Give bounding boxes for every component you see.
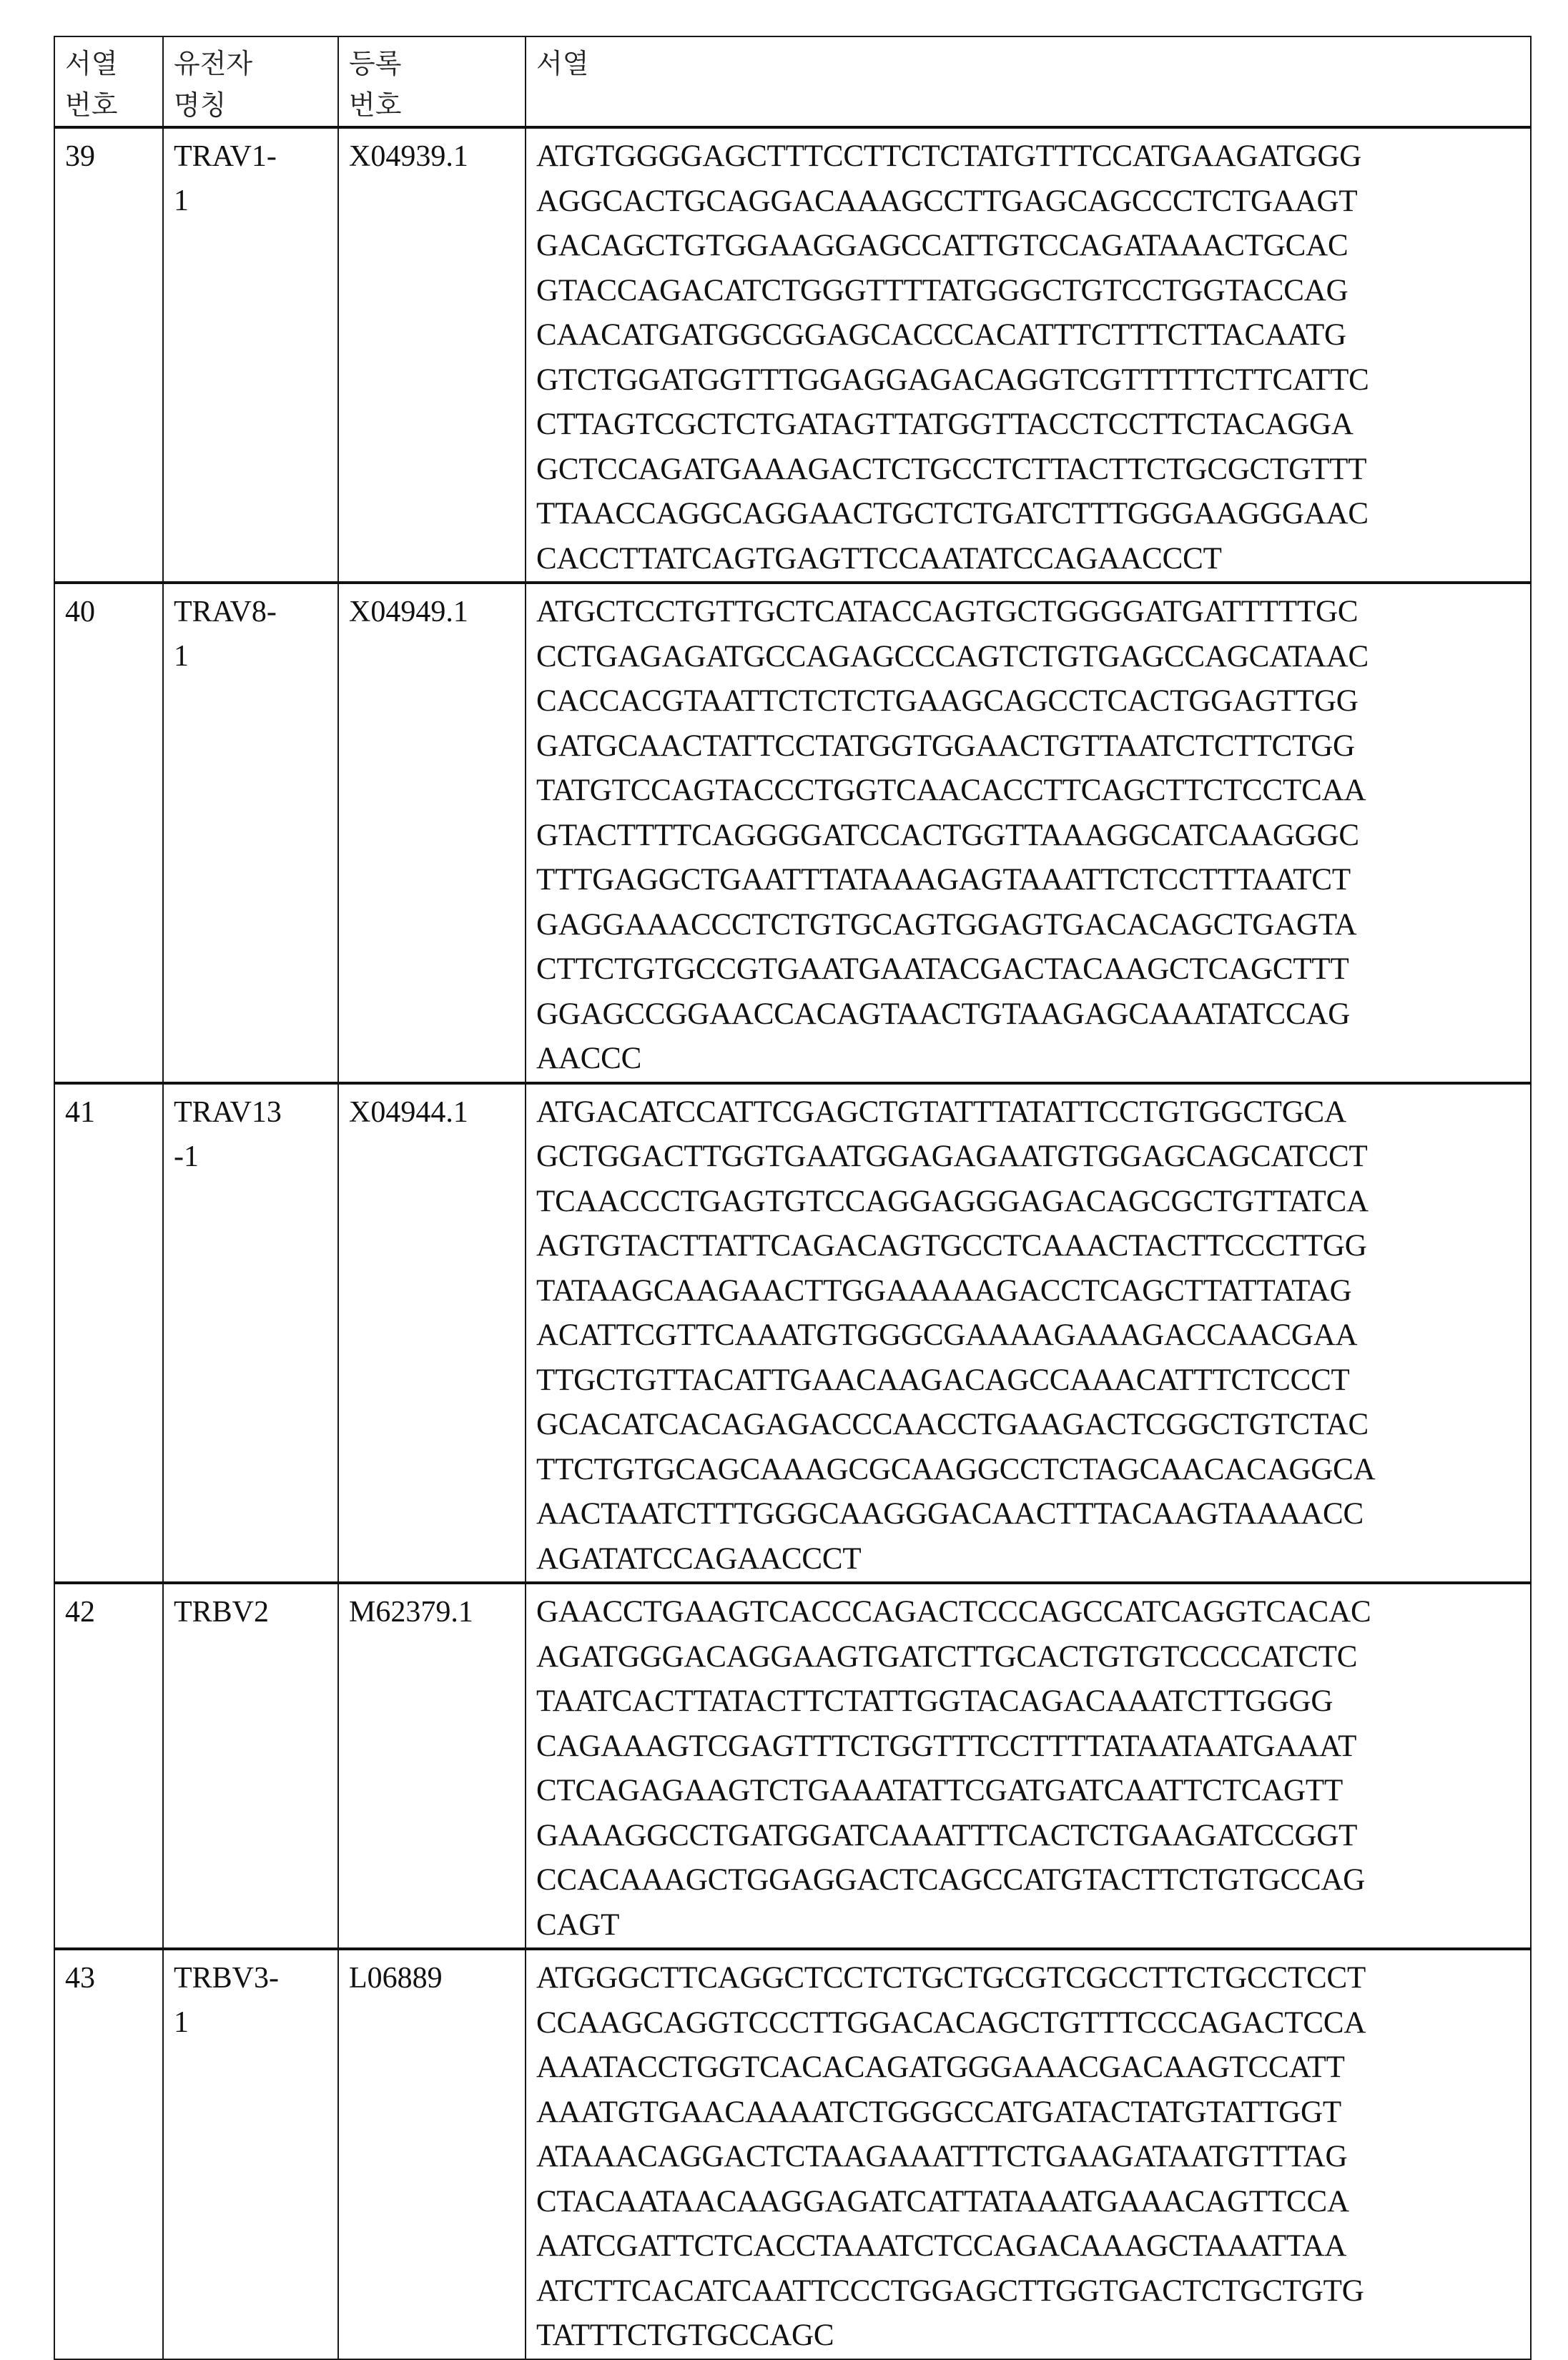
sequence-line: TTTGAGGCTGAATTTATAAAGAGTAAATTCTCCTTTAATCT — [536, 863, 1351, 897]
seq-no: 42 — [65, 1596, 95, 1629]
sequence-line: ATAAACAGGACTCTAAGAAATTTCTGAAGATAATGTTTAG — [536, 2140, 1348, 2173]
header-sequence — [526, 36, 1531, 127]
gene-name-line: 1 — [174, 2006, 189, 2039]
gene-name-line: TRAV1- — [174, 140, 277, 173]
gene-name-cell — [163, 1583, 338, 1949]
sequence-line: ATGCTCCTGTTGCTCATACCAGTGCTGGGGATGATTTTTGC — [536, 595, 1359, 628]
accession-cell — [338, 1083, 526, 1584]
header-gene-name-line2: 명칭 — [174, 89, 227, 121]
gene-name-line: 1 — [174, 640, 189, 673]
sequence-line: ACATTCGTTCAAATGTGGGCGAAAAGAAAGACCAACGAA — [536, 1318, 1358, 1352]
accession-cell — [338, 583, 526, 1083]
seq-no-cell — [54, 1949, 163, 2359]
sequence-line: TATTTCTGTGCCAGC — [536, 2319, 834, 2352]
table-row — [54, 1083, 1531, 1584]
sequence-line: CTTCTGTGCCGTGAATGAATACGACTACAAGCTCAGCTTT — [536, 952, 1349, 986]
gene-name-line: -1 — [174, 1140, 199, 1173]
sequence-line: TTGCTGTTACATTGAACAAGACAGCCAAACATTTCTCCCT — [536, 1363, 1350, 1397]
gene-name-cell — [163, 583, 338, 1083]
sequence-cell — [526, 127, 1531, 583]
header-seq-no-line2: 번호 — [65, 89, 118, 121]
sequence-line: CTCAGAGAAGTCTGAAATATTCGATGATCAATTCTCAGTT — [536, 1774, 1343, 1807]
sequence-line: GATGCAACTATTCCTATGGTGGAACTGTTAATCTCTTCTGG — [536, 729, 1355, 763]
gene-name-cell — [163, 1949, 338, 2359]
sequence-line: GAGGAAACCCTCTGTGCAGTGGAGTGACACAGCTGAGTA — [536, 907, 1357, 942]
header-accession — [338, 36, 526, 127]
sequence-line: GGAGCCGGAACCACAGTAACTGTAAGAGCAAATATCCAG — [536, 997, 1351, 1031]
sequence-line: AATCGATTCTCACCTAAATCTCCAGACAAAGCTAAATTAA — [536, 2229, 1347, 2263]
sequence-line: TAATCACTTATACTTCTATTGGTACAGACAAATCTTGGGG — [536, 1684, 1333, 1718]
sequence-line: CCACAAAGCTGGAGGACTCAGCCATGTACTTCTGTGCCAG — [536, 1863, 1366, 1897]
sequence-line: GCTGGACTTGGTGAATGGAGAGAATGTGGAGCAGCATCCT — [536, 1140, 1368, 1173]
sequence-cell — [526, 583, 1531, 1083]
sequence-line: GTACCAGACATCTGGGTTTTATGGGCTGTCCTGGTACCAG — [536, 273, 1348, 307]
header-gene-name-line1: 유전자 — [174, 48, 253, 79]
header-row — [54, 36, 1531, 127]
seq-no: 40 — [65, 596, 95, 628]
seq-no-cell — [54, 1083, 163, 1584]
seq-no: 41 — [65, 1095, 95, 1129]
accession-cell — [338, 1583, 526, 1949]
sequence-line: CAGAAAGTCGAGTTTCTGGTTTCCTTTTATAATAATGAAAT — [536, 1729, 1357, 1763]
sequence-line: GCTCCAGATGAAAGACTCTGCCTCTTACTTCTGCGCTGTTT — [536, 452, 1367, 486]
header-sequence-line1: 서열 — [536, 48, 589, 79]
accession-number: X04944.1 — [349, 1095, 468, 1129]
sequence-line: AGATGGGACAGGAAGTGATCTTGCACTGTGTCCCCATCTC — [536, 1639, 1358, 1674]
gene-name-line: TRAV8- — [174, 596, 277, 628]
accession-number: M62379.1 — [349, 1596, 473, 1629]
sequence-line: TTAACCAGGCAGGAACTGCTCTGATCTTTGGGAAGGGAAC — [536, 497, 1369, 530]
table-row — [54, 127, 1531, 583]
sequence-line: GTCTGGATGGTTTGGAGGAGACAGGTCGTTTTTCTTCATTC — [536, 362, 1369, 397]
sequence-line: AAATACCTGGTCACACAGATGGGAAACGACAAGTCCATT — [536, 2050, 1345, 2084]
sequence-line: CTACAATAACAAGGAGATCATTATAAATGAAACAGTTCCA — [536, 2184, 1349, 2218]
accession-cell — [338, 1949, 526, 2359]
sequence-line: CACCACGTAATTCTCTCTGAAGCAGCCTCACTGGAGTTGG — [536, 684, 1359, 718]
accession-cell — [338, 127, 526, 583]
sequence-cell — [526, 1583, 1531, 1949]
header-accession-line2: 번호 — [349, 89, 402, 121]
seq-no: 43 — [65, 1962, 95, 1995]
accession-number: X04949.1 — [349, 596, 468, 628]
seq-no-cell — [54, 127, 163, 583]
sequence-table — [54, 36, 1532, 2360]
sequence-line: ATGTGGGGAGCTTTCCTTCTCTATGTTTCCATGAAGATGGG — [536, 139, 1362, 173]
sequence-line: AGTGTACTTATTCAGACAGTGCCTCAAACTACTTCCCTTGG — [536, 1229, 1367, 1263]
sequence-line: GTACTTTTCAGGGGATCCACTGGTTAAAGGCATCAAGGGC — [536, 818, 1359, 852]
sequence-line: TTCTGTGCAGCAAAGCGCAAGGCCTCTAGCAACACAGGCA — [536, 1452, 1376, 1486]
sequence-cell — [526, 1083, 1531, 1584]
sequence-line: AGATATCCAGAACCCT — [536, 1541, 862, 1576]
sequence-cell — [526, 1949, 1531, 2359]
table-row — [54, 583, 1531, 1083]
header-gene-name — [163, 36, 338, 127]
sequence-line: CAACATGATGGCGGAGCACCCACATTTCTTTCTTACAATG — [536, 318, 1346, 352]
sequence-line: CCTGAGAGATGCCAGAGCCCAGTCTGTGAGCCAGCATAAC — [536, 639, 1369, 673]
sequence-line: AACCC — [536, 1042, 642, 1075]
sequence-line: ATGACATCCATTCGAGCTGTATTTATATTCCTGTGGCTGCA — [536, 1095, 1346, 1129]
sequence-line: GAACCTGAAGTCACCCAGACTCCCAGCCATCAGGTCACAC — [536, 1595, 1371, 1629]
accession-number: L06889 — [349, 1962, 443, 1995]
sequence-line: TATGTCCAGTACCCTGGTCAACACCTTCAGCTTCTCCTCAA — [536, 774, 1366, 807]
sequence-line: CTTAGTCGCTCTGATAGTTATGGTTACCTCCTTCTACAGGA — [536, 408, 1353, 441]
gene-name-cell — [163, 127, 338, 583]
gene-name-cell — [163, 1083, 338, 1584]
gene-name-line: TRAV13 — [174, 1095, 282, 1129]
sequence-line: ATGGGCTTCAGGCTCCTCTGCTGCGTCGCCTTCTGCCTCCT — [536, 1961, 1366, 1995]
sequence-line: GAAAGGCCTGATGGATCAAATTTCACTCTGAAGATCCGGT — [536, 1818, 1358, 1852]
header-seq-no — [54, 36, 163, 127]
sequence-line: CAGT — [536, 1907, 620, 1942]
gene-name-line: TRBV2 — [174, 1596, 270, 1629]
sequence-line: ATCTTCACATCAATTCCCTGGAGCTTGGTGACTCTGCTGTG — [536, 2273, 1364, 2308]
sequence-line: AAATGTGAACAAAATCTGGGCCATGATACTATGTATTGGT — [536, 2095, 1341, 2129]
gene-name-line: 1 — [174, 184, 189, 217]
sequence-line: CCAAGCAGGTCCCTTGGACACAGCTGTTTCCCAGACTCCA — [536, 2005, 1366, 2040]
seq-no-cell — [54, 583, 163, 1083]
header-seq-no-line1: 서열 — [65, 48, 118, 79]
sequence-line: TCAACCCTGAGTGTCCAGGAGGGAGACAGCGCTGTTATCA — [536, 1184, 1369, 1218]
sequence-line: AGGCACTGCAGGACAAAGCCTTGAGCAGCCCTCTGAAGT — [536, 184, 1358, 218]
sequence-line: GACAGCTGTGGAAGGAGCCATTGTCCAGATAAACTGCAC — [536, 229, 1348, 262]
seq-no-cell — [54, 1583, 163, 1949]
sequence-line: AACTAATCTTTGGGCAAGGGACAACTTTACAAGTAAAACC — [536, 1497, 1364, 1531]
accession-number: X04939.1 — [349, 140, 468, 173]
gene-name-line: TRBV3- — [174, 1962, 279, 1995]
header-accession-line1: 등록 — [349, 48, 402, 79]
sequence-line: CACCTTATCAGTGAGTTCCAATATCCAGAACCCT — [536, 541, 1222, 576]
seq-no: 39 — [65, 140, 95, 173]
sequence-line: GCACATCACAGAGACCCAACCTGAAGACTCGGCTGTCTAC — [536, 1408, 1369, 1441]
sequence-line: TATAAGCAAGAACTTGGAAAAAGACCTCAGCTTATTATAG — [536, 1273, 1352, 1308]
table-row — [54, 1949, 1531, 2359]
table-row — [54, 1583, 1531, 1949]
